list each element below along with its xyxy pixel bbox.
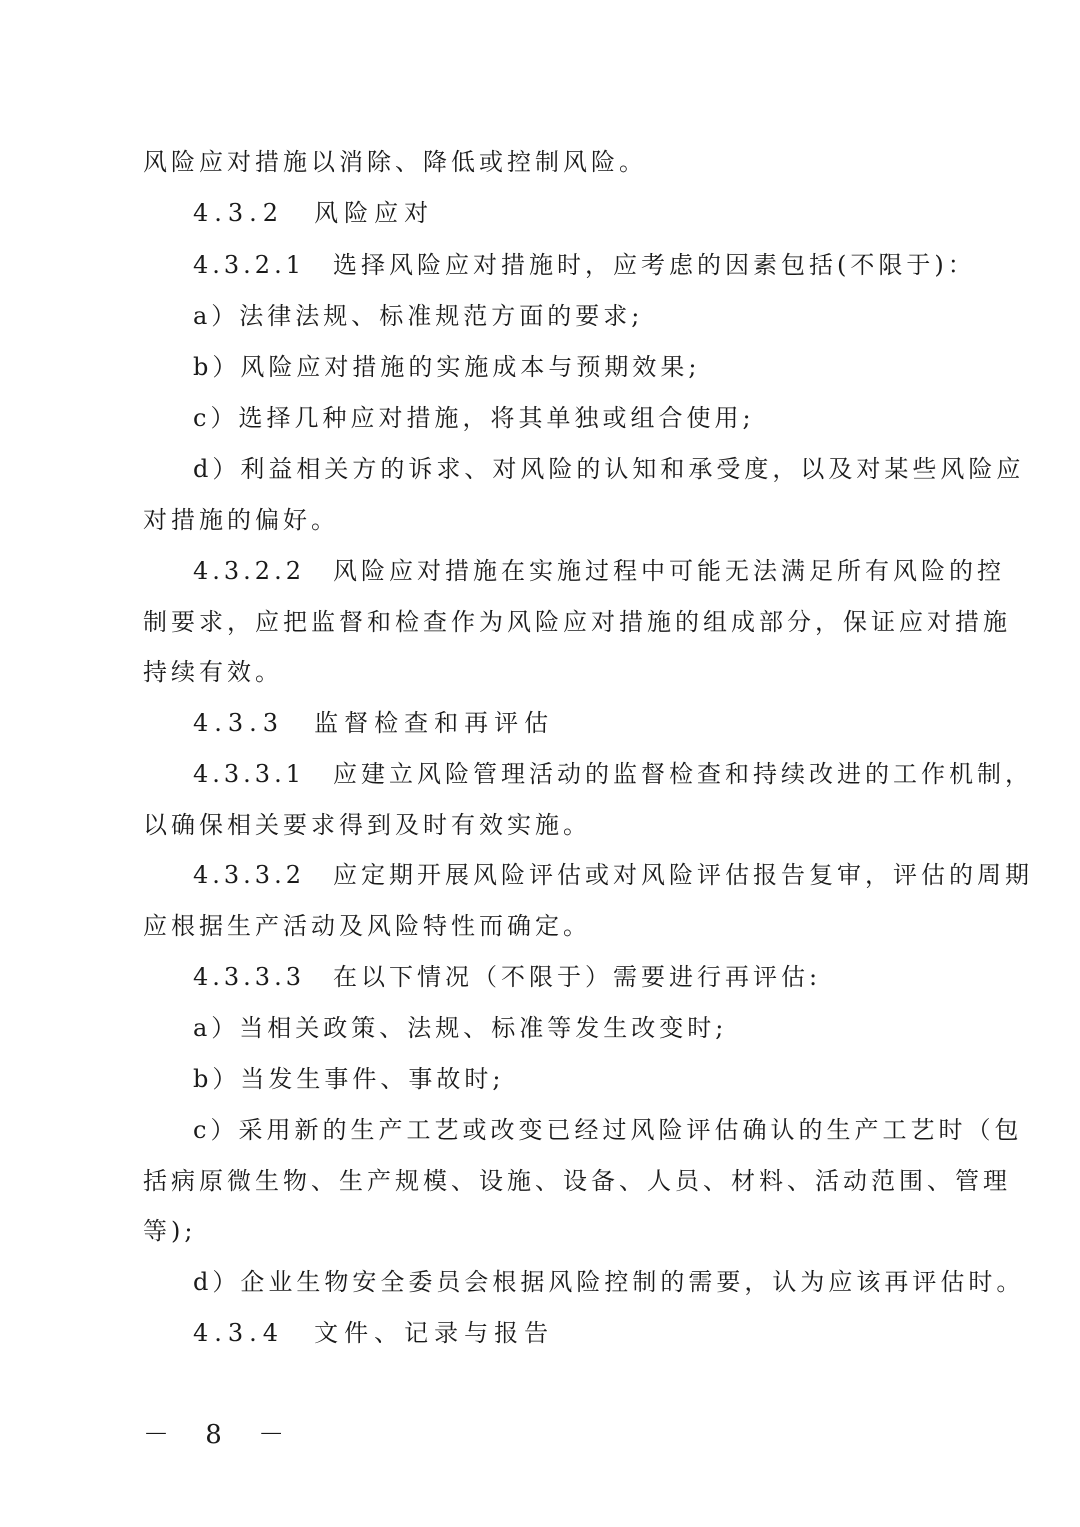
list-item: a）法律法规、标准规范方面的要求; [193, 302, 644, 330]
list-item: d）利益相关方的诉求、对风险的认知和承受度，以及对某些风险应 [193, 455, 1025, 483]
text-line: 4.3.3.2 应定期开展风险评估或对风险评估报告复审，评估的周期 [193, 861, 1033, 889]
section-heading: 4.3.4 文件、记录与报告 [193, 1319, 555, 1347]
page-number: － 8 － [143, 1420, 299, 1450]
list-item: a）当相关政策、法规、标准等发生改变时; [193, 1014, 728, 1042]
list-item: b）风险应对措施的实施成本与预期效果; [193, 353, 701, 381]
text-line: 等); [143, 1217, 197, 1245]
list-item: c）采用新的生产工艺或改变已经过风险评估确认的生产工艺时（包 [193, 1116, 1023, 1144]
list-item: b）当发生事件、事故时; [193, 1065, 505, 1093]
text-line: 对措施的偏好。 [143, 506, 339, 534]
text-line: 制要求，应把监督和检查作为风险应对措施的组成部分，保证应对措施 [143, 608, 1011, 636]
text-line: 括病原微生物、生产规模、设施、设备、人员、材料、活动范围、管理 [143, 1167, 1011, 1195]
text-line: 以确保相关要求得到及时有效实施。 [143, 811, 591, 839]
text-line: 4.3.2.1 选择风险应对措施时，应考虑的因素包括(不限于)： [193, 251, 976, 279]
text-line: 4.3.3.3 在以下情况（不限于）需要进行再评估: [193, 963, 822, 991]
list-item: c）选择几种应对措施，将其单独或组合使用; [193, 404, 755, 432]
text-line: 4.3.2.2 风险应对措施在实施过程中可能无法满足所有风险的控 [193, 557, 1005, 585]
section-heading: 4.3.2 风险应对 [193, 199, 435, 227]
text-line: 持续有效。 [143, 658, 283, 686]
section-heading: 4.3.3 监督检查和再评估 [193, 709, 555, 737]
text-line: 4.3.3.1 应建立风险管理活动的监督检查和持续改进的工作机制， [193, 760, 1033, 788]
text-line: 风险应对措施以消除、降低或控制风险。 [143, 148, 647, 176]
list-item: d）企业生物安全委员会根据风险控制的需要，认为应该再评估时。 [193, 1268, 1025, 1296]
text-line: 应根据生产活动及风险特性而确定。 [143, 912, 591, 940]
